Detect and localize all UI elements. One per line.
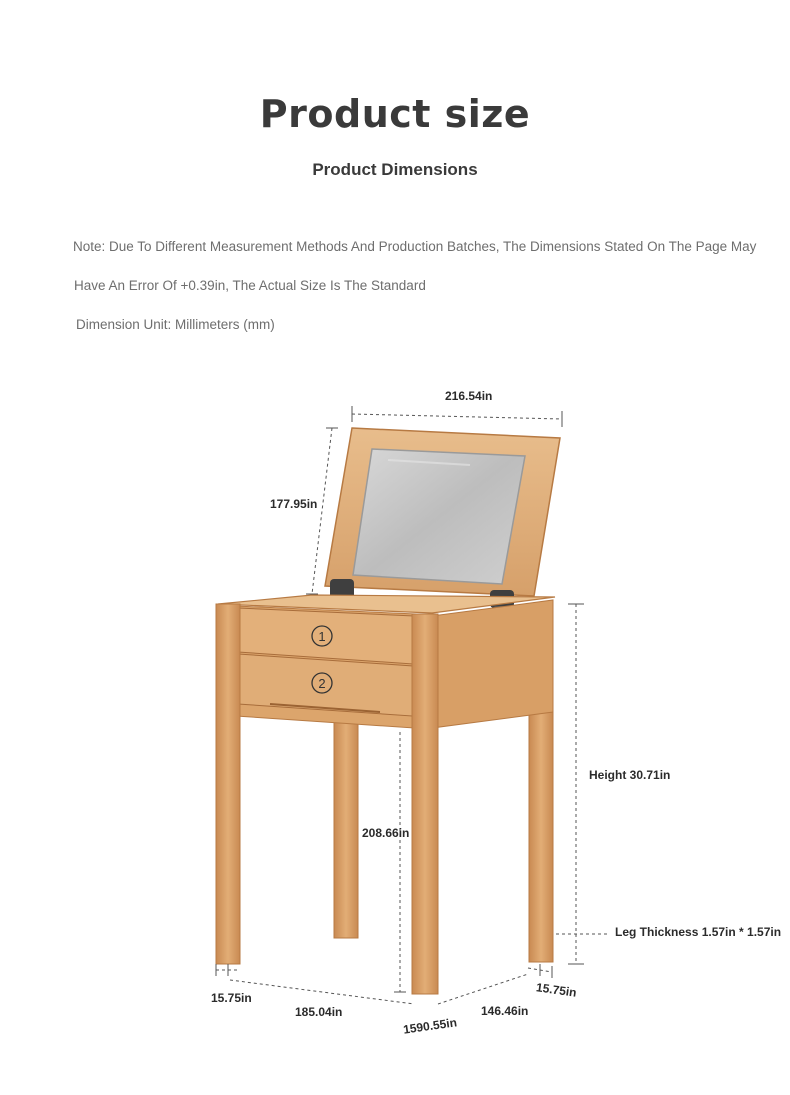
measurement-note-line-1: Note: Due To Different Measurement Methods And Production Batches, The Dimensions Stated On The Page May [73, 239, 757, 254]
mirror-height-label: 177.95in [270, 497, 318, 511]
width-label: 185.04in [295, 1005, 343, 1019]
height-label: Height 30.71in [589, 768, 671, 782]
dimension-unit-note: Dimension Unit: Millimeters (mm) [76, 317, 275, 332]
left-offset-label: 15.75in [211, 991, 252, 1005]
front-left-leg [216, 604, 240, 964]
front-right-leg [412, 614, 438, 994]
mirror [353, 449, 525, 584]
svg-text:2: 2 [318, 676, 326, 691]
depth-label: 146.46in [481, 1004, 529, 1018]
back-left-leg [334, 722, 358, 938]
back-right-leg [529, 700, 553, 962]
svg-text:1: 1 [318, 629, 326, 644]
overall-label: 1590.55in [402, 1015, 458, 1037]
knee-height-label: 208.66in [362, 826, 410, 840]
mirror-width-label: 216.54in [445, 389, 493, 403]
right-offset-label: 15.75in [535, 980, 578, 1000]
side-panel [432, 600, 553, 728]
page-title: Product size [259, 92, 531, 136]
mirror-lid [325, 428, 560, 596]
leg-thickness-label: Leg Thickness 1.57in * 1.57in [615, 925, 782, 939]
measurement-note-line-2: Have An Error Of +0.39in, The Actual Size Is The Standard [74, 278, 426, 293]
page-subtitle: Product Dimensions [312, 160, 478, 179]
